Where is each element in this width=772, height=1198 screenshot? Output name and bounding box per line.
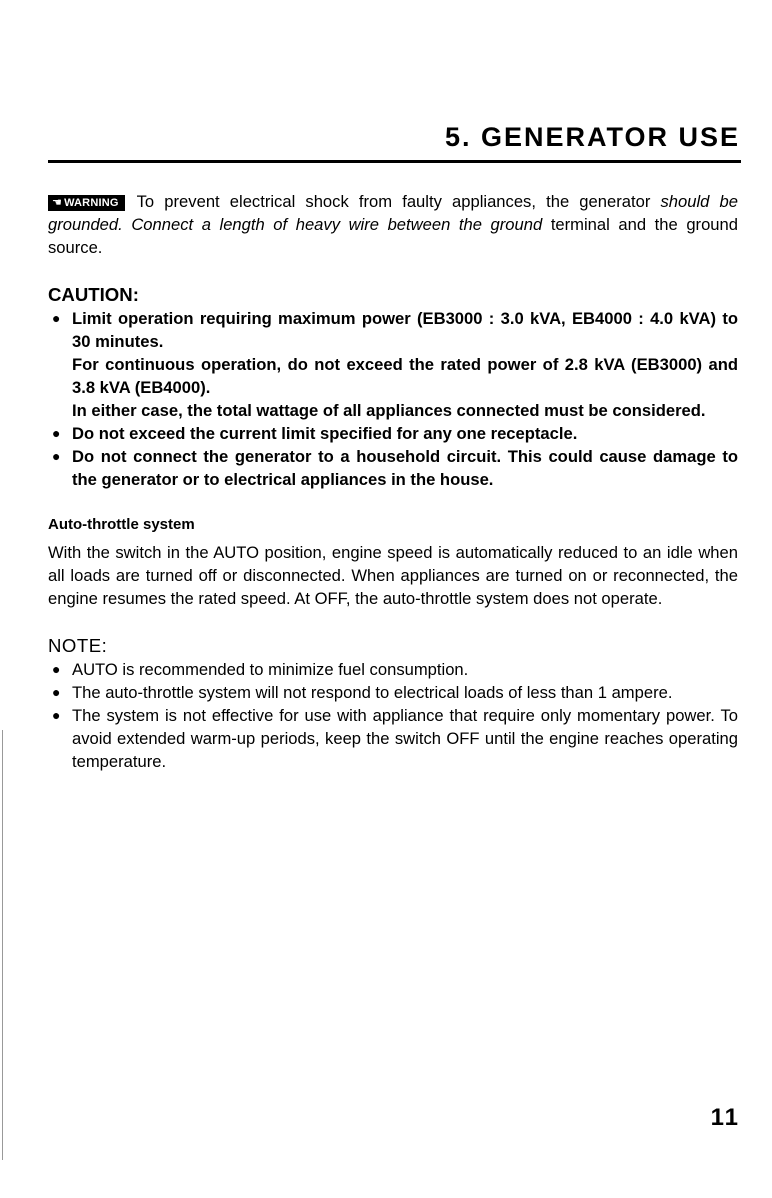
page-body [48, 190, 738, 773]
scan-margin-line [2, 730, 3, 1160]
caution-item [48, 445, 738, 491]
note-item-text: The auto-throttle system will not respond to electrical loads of less than 1 ampere. [72, 683, 673, 702]
warning-text-2: should be grounded. Connect a length of heavy wire between the ground [48, 192, 738, 234]
auto-throttle-heading: Auto-throttle system [48, 516, 195, 533]
caution-item-line: Do not connect the generator to a household circuit. This could cause damage to the generator or to electrical appliances in the house. [72, 447, 738, 489]
warning-paragraph [48, 190, 738, 259]
warning-badge-label: WARNING [64, 197, 119, 209]
page-number: 11 [710, 1104, 740, 1131]
note-item [48, 681, 738, 704]
bullet-icon: ● [52, 448, 61, 464]
bullet-icon: ● [52, 425, 61, 441]
note-item-text: AUTO is recommended to minimize fuel consumption. [72, 660, 469, 679]
caution-item [48, 422, 738, 445]
auto-throttle-text: With the switch in the AUTO position, engine speed is automatically reduced to an idle when all loads are turned off or disconnected. When appliances are turned on or reconnected, the engine resumes the rated speed. At OFF, the auto-throttle system does not operate. [48, 543, 738, 608]
caution-item-line: Limit operation requiring maximum power (EB3000 : 3.0 kVA, EB4000 : 4.0 kVA) to 30 minutes. [72, 309, 738, 351]
caution-item-line: Do not exceed the current limit specified for any one receptacle. [72, 424, 578, 443]
bullet-icon: ● [52, 684, 61, 700]
bullet-icon: ● [52, 661, 61, 677]
caution-item-line: In either case, the total wattage of all appliances connected must be considered. [72, 401, 706, 420]
caution-heading: CAUTION: [48, 284, 139, 305]
caution-item-line: For continuous operation, do not exceed the rated power of 2.8 kVA (EB3000) and 3.8 kVA (EB4000). [72, 355, 738, 397]
note-item-text: The system is not effective for use with appliance that require only momentary power. To avoid extended warm-up periods, keep the switch OFF until the engine reaches operating temperature. [72, 706, 738, 771]
hand-warning-icon: ☚ [52, 197, 63, 209]
note-list [48, 658, 738, 773]
note-heading: NOTE: [48, 635, 108, 656]
warning-text-1: To prevent electrical shock from faulty appliances, the generator [136, 192, 651, 211]
warning-badge [48, 195, 125, 211]
note-item [48, 658, 738, 681]
bullet-icon: ● [52, 310, 61, 326]
title-divider [48, 160, 741, 163]
note-item [48, 704, 738, 773]
warning-text-3: terminal and the ground source. [48, 215, 738, 257]
bullet-icon: ● [52, 707, 61, 723]
caution-item [48, 307, 738, 422]
caution-list [48, 307, 738, 491]
section-title: 5. GENERATOR USE [444, 122, 740, 152]
